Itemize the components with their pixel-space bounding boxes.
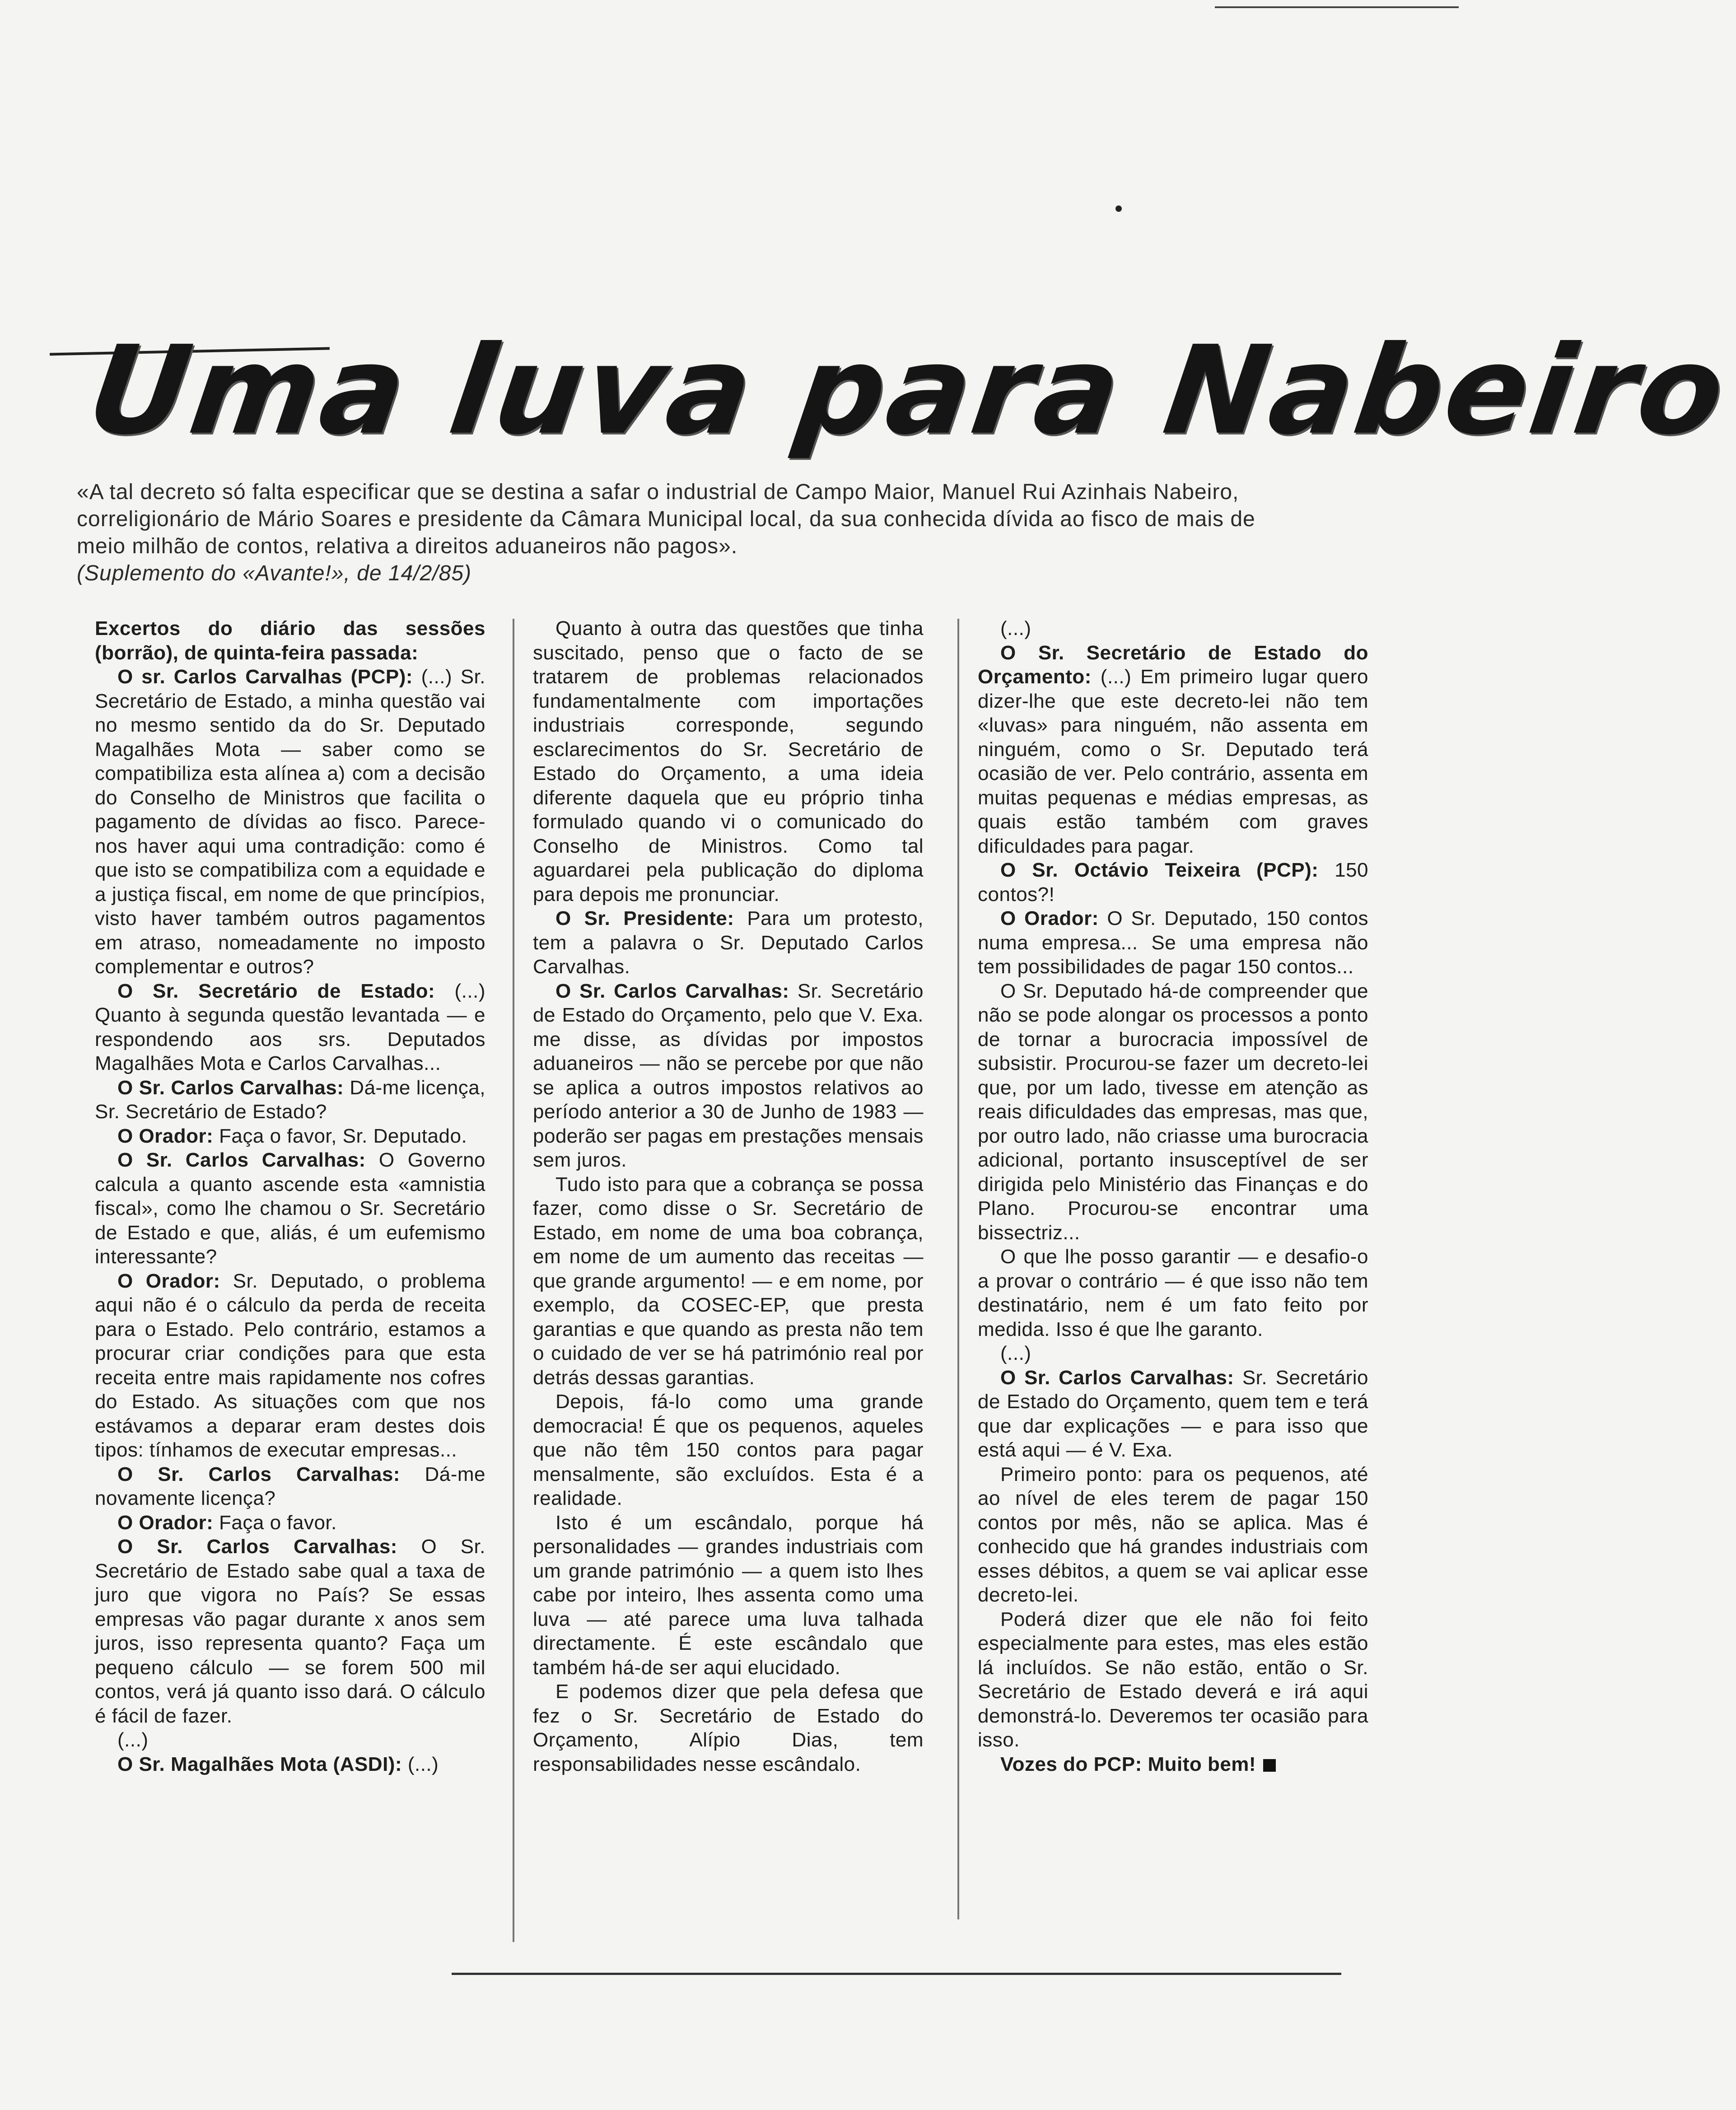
paragraph-text: Dá-me licença, Sr. Secretário de Estado?	[95, 1076, 485, 1123]
paragraph	[978, 906, 1368, 979]
paragraph-text: O que lhe posso garantir — e desafio-o a provar o contrário — é que isso não tem destinatário, nem é um fato feito por medida. Isso é que lhe garanto.	[978, 1246, 1368, 1340]
speaker-name: O Orador:	[117, 1125, 214, 1147]
paragraph-text: Sr. Deputado, o problema aqui não é o cálculo da perda de receita para o Estado. Pelo contrário, estamos a procurar criar condições para que esta receita entre mais rapidamente nos cofres do Estado. As situações com que nos estávamos a deparar eram destes dois tipos: tínhamos de executar empresas...	[95, 1270, 485, 1461]
paragraph	[978, 979, 1368, 1245]
speaker-name: O Sr. Octávio Teixeira (PCP):	[1000, 859, 1319, 881]
paragraph-text: O Sr. Deputado, 150 contos numa empresa... Se uma empresa não tem possibilidades de pagar 150 contos...	[978, 907, 1369, 978]
paragraph-text: Poderá dizer que ele não foi feito especialmente para estes, mas eles estão lá incluídos. Se não estão, então o Sr. Secretário de Estado deverá e irá aqui demonstrá-lo. Deveremos ter ocasião para isso.	[978, 1608, 1368, 1751]
speaker-name: O Sr. Carlos Carvalhas:	[117, 1149, 366, 1171]
paragraph-text: E podemos dizer que pela defesa que fez o Sr. Secretário de Estado do Orçamento, Alípio Dias, tem responsabilidades nesse escândalo.	[533, 1681, 924, 1775]
paragraph-text: O Governo calcula a quanto ascende esta «amnistia fiscal», como lhe chamou o Sr. Secretário de Estado e que, aliás, é um eufemismo interessante?	[95, 1149, 485, 1268]
paragraph-text: Quanto à outra das questões que tinha suscitado, penso que o facto de se tratarem de problemas relacionados fundamentalmente com importações industriais corresponde, segundo esclarecimentos do Sr. Secretário de Estado do Orçamento, a uma ideia diferente daquela que eu próprio tinha formulado quando vi o comunicado do Conselho de Ministros. Como tal aguardarei pela publicação do diploma para depois me pronunciar.	[533, 617, 924, 906]
column-intro: Excertos do diário das sessões (borrão), de quinta-feira passada:	[95, 617, 485, 664]
speaker-name: O Sr. Carlos Carvalhas:	[117, 1463, 400, 1485]
end-mark	[1263, 1759, 1276, 1772]
paragraph-text: (...)	[1000, 617, 1031, 640]
paragraph-text: Tudo isto para que a cobrança se possa fazer, como disse o Sr. Secretário de Estado, em nome de uma boa cobrança, em nome de um aumento das receitas — que grande argumento! — e em nome, por exemplo, da COSEC-EP, que presta garantias e que quando as presta não tem o cuidado de ver se há património real por detrás dessas garantias.	[533, 1173, 924, 1389]
paragraph-text: Faça o favor.	[213, 1511, 337, 1534]
paragraph	[533, 1511, 924, 1680]
paragraph	[533, 906, 924, 979]
paragraph	[95, 1752, 485, 1777]
paragraph-text: (...) Quanto à segunda questão levantada — e respondendo aos srs. Deputados Magalhães Mota e Carlos Carvalhas...	[95, 980, 485, 1074]
speaker-name: O sr. Carlos Carvalhas (PCP):	[117, 666, 413, 688]
speaker-name: O Sr. Secretário de Estado:	[117, 980, 435, 1002]
paragraph	[978, 858, 1368, 906]
column-2	[533, 616, 924, 1971]
paragraph-text: (...)	[402, 1753, 439, 1775]
paragraph-text: Faça o favor, Sr. Deputado.	[213, 1125, 467, 1147]
speaker-name: O Sr. Carlos Carvalhas:	[117, 1536, 397, 1558]
paragraph	[95, 1535, 485, 1728]
speaker-name: O Sr. Carlos Carvalhas:	[1000, 1366, 1234, 1389]
paragraph	[978, 1462, 1368, 1607]
paragraph	[978, 1245, 1368, 1341]
paragraph	[95, 1462, 485, 1511]
paragraph-text: Isto é um escândalo, porque há personalidades — grandes industriais com um grande património — a quem isto lhes cabe por inteiro, lhes assenta como uma luva — até parece uma luva talhada directamente. É este escândalo que também há-de ser aqui elucidado.	[533, 1511, 924, 1679]
closing-line	[978, 1752, 1368, 1777]
paragraph	[978, 1607, 1368, 1752]
paragraph	[95, 1511, 485, 1535]
paragraph-text: Dá-me novamente licença?	[95, 1463, 485, 1509]
paragraph-text: (...)	[117, 1729, 149, 1751]
column-1-body	[95, 665, 485, 1776]
paragraph-text: Sr. Secretário de Estado do Orçamento, pelo que V. Exa. me disse, as dívidas por impostos aduaneiros — não se percebe por que não se aplica a outros impostos relativos ao período anterior a 30 de Junho de 1983 — poderão ser pagas em prestações mensais sem juros.	[533, 980, 924, 1171]
paragraph	[95, 1728, 485, 1752]
speaker-name: O Orador:	[117, 1270, 220, 1292]
speaker-name: O Orador:	[1000, 907, 1099, 929]
column-3-body	[978, 616, 1368, 1752]
paragraph	[533, 1680, 924, 1776]
paragraph-text: O Sr. Deputado há-de compreender que não se pode alongar os processos a ponto de tornar a burocracia impossível de subsistir. Procurou-se fazer um decreto-lei que, por um lado, tivesse em atenção as reais dificuldades das empresas, mas que, por outro lado, não criasse uma burocracia adicional, portanto insusceptível de ser dirigida pelo Ministério das Finanças e do Plano. Procurou-se encontrar uma bissectriz...	[978, 980, 1368, 1244]
speaker-name: O Sr. Carlos Carvalhas:	[117, 1076, 344, 1099]
speaker-name: O Orador:	[117, 1511, 214, 1534]
paragraph	[533, 979, 924, 1172]
paragraph	[95, 665, 485, 979]
lead-paragraph	[77, 479, 1296, 587]
ink-dot	[1115, 205, 1122, 212]
speaker-name: O Sr. Presidente:	[555, 907, 734, 929]
bottom-rule	[452, 1973, 1341, 1975]
headline: Uma luva para Nabeiro	[80, 319, 1736, 462]
paragraph-text: Para um protesto, tem a palavra o Sr. Deputado Carlos Carvalhas.	[533, 907, 924, 978]
paragraph	[978, 641, 1368, 859]
paragraph	[978, 1341, 1368, 1366]
column-3	[978, 616, 1368, 1971]
paragraph-text: O Sr. Secretário de Estado sabe qual a taxa de juro que vigora no País? Se essas empresas vão pagar durante x anos sem juros, isso representa quanto? Faça um pequeno cálculo — se forem 500 mil contos, verá já quanto isso dará. O cálculo é fácil de fazer.	[95, 1536, 485, 1727]
paragraph	[95, 1269, 485, 1462]
paragraph	[95, 1148, 485, 1269]
paragraph-text: (...) Em primeiro lugar quero dizer-lhe que este decreto-lei não tem «luvas» para ninguém, não assenta em ninguém, como o Sr. Deputado terá ocasião de ver. Pelo contrário, assenta em muitas pequenas e médias empresas, as quais estão também com graves dificuldades para pagar.	[978, 666, 1368, 857]
paragraph-text: Primeiro ponto: para os pequenos, até ao nível de eles terem de pagar 150 contos por mês, não se aplica. Mas é conhecido que há grandes industriais com esses débitos, a quem se vai aplicar esse decreto-lei.	[978, 1463, 1368, 1606]
speaker-name: O Sr. Magalhães Mota (ASDI):	[117, 1753, 402, 1775]
paragraph-text: Sr. Secretário de Estado do Orçamento, quem tem e terá que dar explicações — e para isso que está aqui — é V. Exa.	[978, 1366, 1369, 1461]
column-divider	[513, 619, 514, 1942]
paragraph	[533, 1390, 924, 1511]
paragraph	[95, 1076, 485, 1124]
paragraph-text: (...) Sr. Secretário de Estado, a minha questão vai no mesmo sentido da do Sr. Deputado Magalhães Mota — saber como se compatibiliza esta alínea a) com a decisão do Conselho de Ministros que facilita o pagamento de dívidas ao fisco. Parece-nos haver aqui uma contradição: como é que isto se compatibiliza com a equidade e a justiça fiscal, em nome de que princípios, visto haver também outros pagamentos em atraso, nomeadamente no imposto complementar e outros?	[95, 666, 485, 978]
paragraph	[978, 616, 1368, 641]
column-divider	[957, 619, 959, 1919]
paragraph	[533, 1172, 924, 1390]
paragraph	[978, 1366, 1368, 1462]
lead-quote: «A tal decreto só falta especificar que se destina a safar o industrial de Campo Maior, Manuel Rui Azinhais Nabeiro, correligionário de Mário Soares e presidente da Câmara Municipal local, da sua conhecida dívida ao fisco de mais de meio milhão de contos, relativa a direitos aduaneiros não pagos».	[77, 480, 1255, 558]
paragraph-text: (...)	[1000, 1342, 1031, 1364]
paragraph-text: Depois, fá-lo como uma grande democracia! É que os pequenos, aqueles que não têm 150 contos para pagar mensalmente, são excluídos. Esta é a realidade.	[533, 1391, 924, 1509]
column-2-body	[533, 616, 924, 1776]
paragraph-text: 150 contos?!	[978, 859, 1369, 906]
paragraph	[95, 1124, 485, 1148]
speaker-name: O Sr. Secretário de Estado do Orçamento:	[978, 641, 1368, 688]
paragraph	[95, 979, 485, 1076]
top-edge-rule	[1215, 6, 1459, 8]
lead-source: (Suplemento do «Avante!», de 14/2/85)	[77, 561, 472, 585]
column-1	[95, 616, 485, 1971]
paragraph	[533, 616, 924, 906]
speaker-name: O Sr. Carlos Carvalhas:	[555, 980, 789, 1002]
closing-text: Vozes do PCP: Muito bem!	[1000, 1753, 1256, 1775]
